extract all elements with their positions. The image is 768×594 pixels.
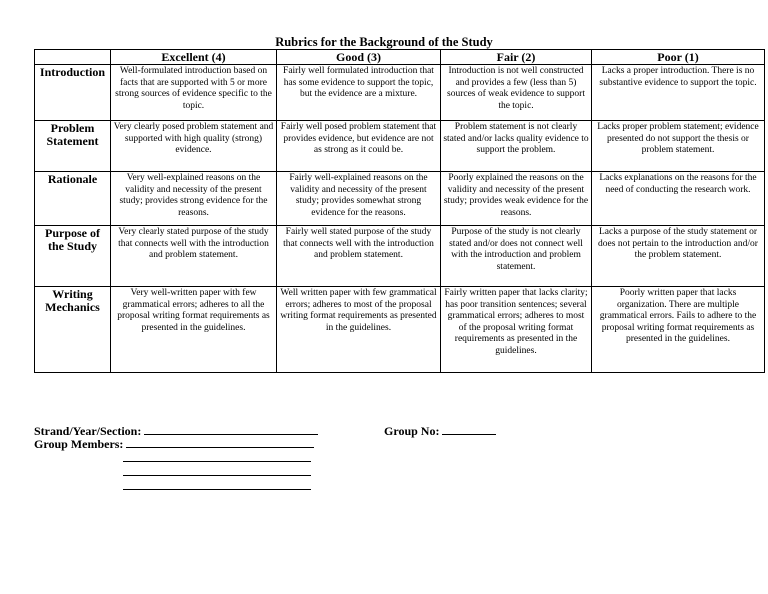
cell-purpose-good: Fairly well stated purpose of the study that connects well with the introduction and problem statement. bbox=[277, 226, 441, 287]
cell-introduction-excellent: Well-formulated introduction based on facts that are supported with 5 or more strong sources of evidence specific to the topic. bbox=[111, 65, 277, 121]
header-poor: Poor (1) bbox=[592, 50, 765, 65]
group-member-blank-1[interactable] bbox=[126, 437, 314, 448]
strand-year-section-label: Strand/Year/Section: bbox=[34, 424, 142, 438]
cell-writing-mechanics-excellent: Very well-written paper with few grammatical errors; adheres to all the proposal writing format requirements as presented in the guidelines. bbox=[111, 287, 277, 373]
group-no-field bbox=[384, 424, 496, 438]
row-introduction bbox=[35, 65, 765, 121]
group-members-label: Group Members: bbox=[34, 437, 124, 451]
header-fair: Fair (2) bbox=[441, 50, 592, 65]
group-no-blank[interactable] bbox=[442, 424, 496, 435]
header-excellent: Excellent (4) bbox=[111, 50, 277, 65]
cell-rationale-good: Fairly well-explained reasons on the validity and necessity of the present study; provides somewhat strong evidence for the reasons. bbox=[277, 172, 441, 226]
criterion-purpose-of-the-study: Purpose of the Study bbox=[35, 226, 111, 287]
row-rationale bbox=[35, 172, 765, 226]
cell-purpose-fair: Purpose of the study is not clearly stated and/or does not connect well with the introduction and problem statement. bbox=[441, 226, 592, 287]
cell-introduction-poor: Lacks a proper introduction. There is no substantive evidence to support the topic. bbox=[592, 65, 765, 121]
header-good: Good (3) bbox=[277, 50, 441, 65]
group-no-label: Group No: bbox=[384, 424, 440, 438]
cell-problem-statement-good: Fairly well posed problem statement that provides evidence, but evidence are not as strong as it could be. bbox=[277, 121, 441, 172]
group-member-blank-3[interactable] bbox=[123, 475, 311, 476]
cell-problem-statement-excellent: Very clearly posed problem statement and supported with high quality (strong) evidence. bbox=[111, 121, 277, 172]
cell-purpose-poor: Lacks a purpose of the study statement or does not pertain to the introduction and/or the problem statement. bbox=[592, 226, 765, 287]
header-row bbox=[35, 50, 765, 65]
group-members-field bbox=[34, 437, 314, 451]
cell-problem-statement-fair: Problem statement is not clearly stated and/or lacks quality evidence to support the problem. bbox=[441, 121, 592, 172]
cell-rationale-poor: Lacks explanations on the reasons for the need of conducting the research work. bbox=[592, 172, 765, 226]
criterion-problem-statement: Problem Statement bbox=[35, 121, 111, 172]
header-criterion bbox=[35, 50, 111, 65]
criterion-rationale: Rationale bbox=[35, 172, 111, 226]
group-member-blank-2[interactable] bbox=[123, 461, 311, 462]
row-writing-mechanics bbox=[35, 287, 765, 373]
cell-problem-statement-poor: Lacks proper problem statement; evidence presented do not support the thesis or problem statement. bbox=[592, 121, 765, 172]
criterion-introduction: Introduction bbox=[35, 65, 111, 121]
criterion-writing-mechanics: Writing Mechanics bbox=[35, 287, 111, 373]
rubric-table bbox=[34, 49, 765, 373]
strand-year-section-blank[interactable] bbox=[144, 424, 318, 435]
cell-introduction-good: Fairly well formulated introduction that has some evidence to support the topic, but the evidence are a mixture. bbox=[277, 65, 441, 121]
cell-introduction-fair: Introduction is not well constructed and provides a few (less than 5) sources of weak evidence to support the topic. bbox=[441, 65, 592, 121]
cell-writing-mechanics-fair: Fairly written paper that lacks clarity; has poor transition sentences; several grammatical errors; adheres to most of the proposal writing format requirements as presented in the guidelines. bbox=[441, 287, 592, 373]
document-title: Rubrics for the Background of the Study bbox=[275, 35, 493, 49]
row-problem-statement bbox=[35, 121, 765, 172]
row-purpose-of-the-study bbox=[35, 226, 765, 287]
group-member-blank-4[interactable] bbox=[123, 489, 311, 490]
cell-writing-mechanics-good: Well written paper with few grammatical errors; adheres to most of the proposal writing format requirements as presented in the guidelines. bbox=[277, 287, 441, 373]
strand-year-section-field bbox=[34, 424, 318, 438]
cell-rationale-excellent: Very well-explained reasons on the validity and necessity of the present study; provides strong evidence for the reasons. bbox=[111, 172, 277, 226]
cell-purpose-excellent: Very clearly stated purpose of the study that connects well with the introduction and problem statement. bbox=[111, 226, 277, 287]
cell-rationale-fair: Poorly explained the reasons on the validity and necessity of the present study; provides weak evidence for the reasons. bbox=[441, 172, 592, 226]
cell-writing-mechanics-poor: Poorly written paper that lacks organization. There are multiple grammatical errors. Fails to adhere to the proposal writing format requirements as presented in the guidelines. bbox=[592, 287, 765, 373]
